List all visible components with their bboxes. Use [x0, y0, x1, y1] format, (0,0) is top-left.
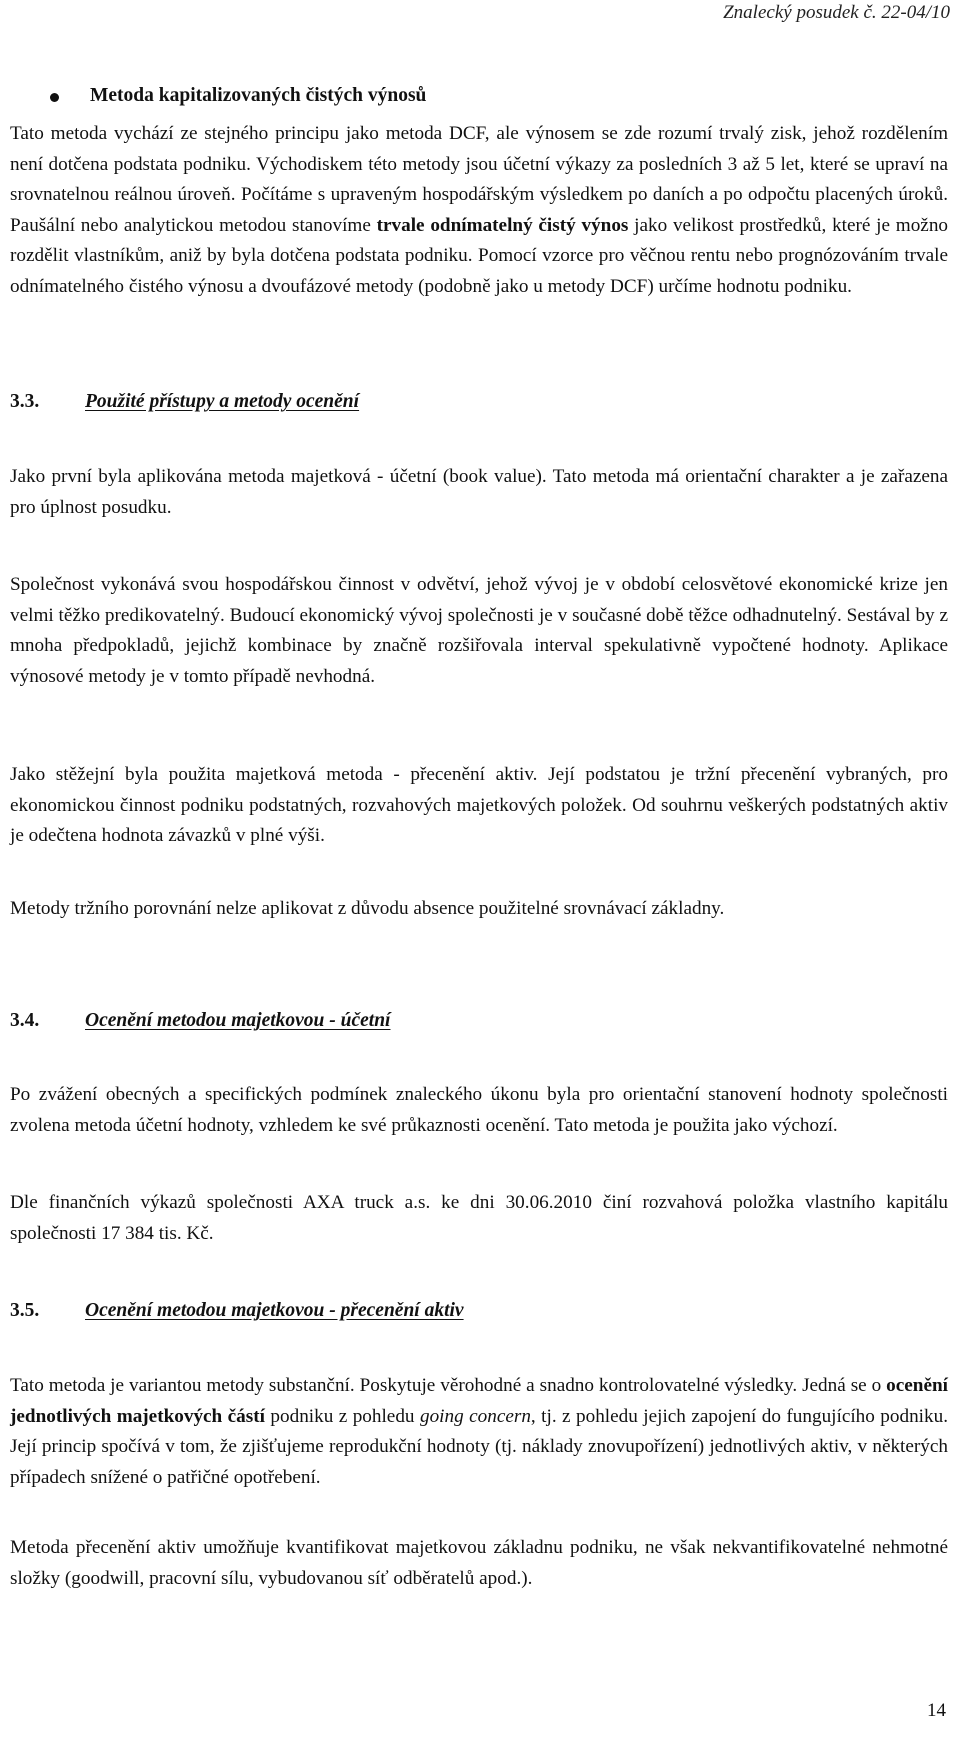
- paragraph: Dle finančních výkazů společnosti AXA truck a.s. ke dni 30.06.2010 činí rozvahová položka vlastního kapitálu společnosti 17 384 tis. Kč.: [10, 1192, 948, 1244]
- substance-method-paragraph: [10, 1371, 948, 1493]
- text-span: podniku z pohledu: [264, 1405, 420, 1427]
- italic-term: going concern: [419, 1405, 531, 1427]
- paragraph: Jako stěžejní byla použita majetková metoda - přecenění aktiv. Její podstatou je tržní přecenění vybraných, pro ekonomickou činnost podniku podstatných, rozvahových majetkových položek. Od souhrnu veškerých podstatných aktiv je odečtena hodnota závazků v plné výši.: [10, 764, 948, 847]
- bold-term: ocenění jednotlivých majetkových částí: [10, 1375, 948, 1427]
- capitalization-paragraph: [10, 119, 948, 303]
- text-span: Tato metoda vychází ze stejného principu jako metoda DCF, ale výnosem se zde rozumí trvalý zisk, jehož rozdělením není dotčena podstata podniku. Východiskem této metody jsou účetní výkazy za posledních 3 až 5 let, které se upraví na srovnatelnou reálnou úroveň. Počítáme s upraveným hospodářským výsledkem po daních a po odpočtu placených úroků. Paušální nebo analytickou metodou stanovíme: [10, 123, 948, 236]
- section-title: Ocenění metodou majetkovou - přecenění aktiv: [85, 1300, 464, 1321]
- paragraph: Společnost vykonává svou hospodářskou činnost v odvětví, jehož vývoj je v období celosvětové ekonomické krize jen velmi těžko predikovatelný. Budoucí ekonomický vývoj společnosti je v současné době těžce odhadnutelný. Sestával by z mnoha předpokladů, jejichž kombinace by značně rozšiřovala interval spekulativně vypočtené hodnoty. Aplikace výnosové metody je v tomto případě nevhodná.: [10, 574, 948, 687]
- paragraph: Po zvážení obecných a specifických podmínek znaleckého úkonu byla pro orientační stanovení hodnoty společnosti zvolena metoda účetní hodnoty, vzhledem ke své průkaznosti ocenění. Tato metoda je použita jako výchozí.: [10, 1084, 948, 1136]
- page-number: 14: [927, 1700, 946, 1721]
- section-title: Použité přístupy a metody ocenění: [85, 391, 360, 412]
- section-number: 3.3.: [10, 391, 40, 412]
- section-number: 3.5.: [10, 1300, 40, 1321]
- report-reference: Znalecký posudek č. 22-04/10: [723, 2, 950, 23]
- section-title: Ocenění metodou majetkovou - účetní: [85, 1010, 391, 1031]
- text-span: , tj. z pohledu jejich zapojení do fungujícího podniku. Její princip spočívá v tom, že zjišťujeme reprodukční hodnoty (tj. náklady znovupořízení) jednotlivých aktiv, v některých případech snížené o patřičné opotřebení.: [10, 1405, 948, 1488]
- bullet-icon: [50, 93, 59, 102]
- paragraph: Metoda přecenění aktiv umožňuje kvantifikovat majetkovou základnu podniku, ne však nekvantifikovatelné nehmotné složky (goodwill, pracovní sílu, vybudovanou síť odběratelů apod.).: [10, 1537, 948, 1589]
- text-span: jako velikost prostředků, které je možno rozdělit vlastníkům, aniž by byla dotčena podstata podniku. Pomocí vzorce pro věčnou rentu nebo prognózováním trvale odnímatelného čistého výnosu a dvoufázové metody (podobně jako u metody DCF) určíme hodnotu podniku.: [10, 214, 949, 297]
- method-bullet-title: Metoda kapitalizovaných čistých výnosů: [90, 85, 427, 106]
- text-span: Tato metoda je variantou metody substanční. Poskytuje věrohodné a snadno kontrolovatelné výsledky. Jedná se o: [10, 1375, 887, 1396]
- bold-term: trvale odnímatelný čistý výnos: [376, 214, 629, 236]
- paragraph: Jako první byla aplikována metoda majetková - účetní (book value). Tato metoda má orientační charakter a je zařazena pro úplnost posudku.: [10, 466, 948, 518]
- paragraph: Metody tržního porovnání nelze aplikovat z důvodu absence použitelné srovnávací základny.: [10, 898, 725, 919]
- section-number: 3.4.: [10, 1010, 40, 1031]
